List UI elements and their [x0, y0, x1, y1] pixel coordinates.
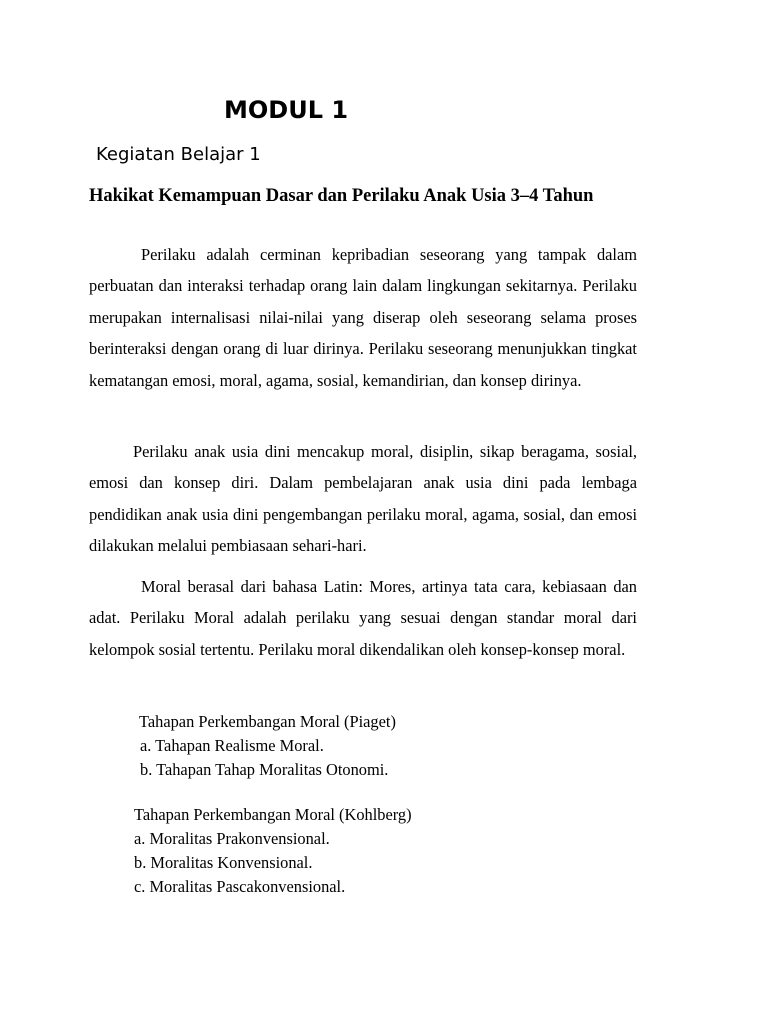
list-item: b. Tahapan Tahap Moralitas Otonomi.: [140, 760, 389, 779]
section-heading: Hakikat Kemampuan Dasar dan Perilaku Anak Usia 3–4 Tahun: [89, 186, 594, 206]
kohlberg-stages-list: [134, 803, 412, 899]
paragraph-1: Perilaku adalah cerminan kepribadian seseorang yang tampak dalam perbuatan dan interaksi terhadap orang lain dalam lingkungan sekitarnya. Perilaku merupakan internalisasi nilai-nilai yang diserap oleh seseorang selama proses berinteraksi dengan orang di luar dirinya. Perilaku seseorang menunjukkan tingkat kematangan emosi, moral, agama, sosial, kemandirian, dan konsep dirinya.: [89, 245, 637, 390]
piaget-list-title: Tahapan Perkembangan Moral (Piaget): [139, 712, 396, 731]
kohlberg-list-title: Tahapan Perkembangan Moral (Kohlberg): [134, 805, 412, 824]
list-item: b. Moralitas Konvensional.: [134, 853, 313, 872]
piaget-stages-list: [139, 710, 396, 782]
list-item: c. Moralitas Pascakonvensional.: [134, 877, 346, 896]
module-title: MODUL 1: [224, 96, 349, 124]
list-item: a. Moralitas Prakonvensional.: [134, 829, 330, 848]
paragraph-2: Perilaku anak usia dini mencakup moral, disiplin, sikap beragama, sosial, emosi dan konsep diri. Dalam pembelajaran anak usia dini pada lembaga pendidikan anak usia dini pengembangan perilaku moral, agama, sosial, dan emosi dilakukan melalui pembiasaan sehari-hari.: [89, 442, 637, 556]
section-subtitle: Kegiatan Belajar 1: [96, 144, 261, 165]
list-item: a. Tahapan Realisme Moral.: [140, 736, 324, 755]
paragraph-3: Moral berasal dari bahasa Latin: Mores, artinya tata cara, kebiasaan dan adat. Perilaku Moral adalah perilaku yang sesuai dengan standar moral dari kelompok sosial tertentu. Perilaku moral dikendalikan oleh konsep-konsep moral.: [89, 577, 637, 659]
